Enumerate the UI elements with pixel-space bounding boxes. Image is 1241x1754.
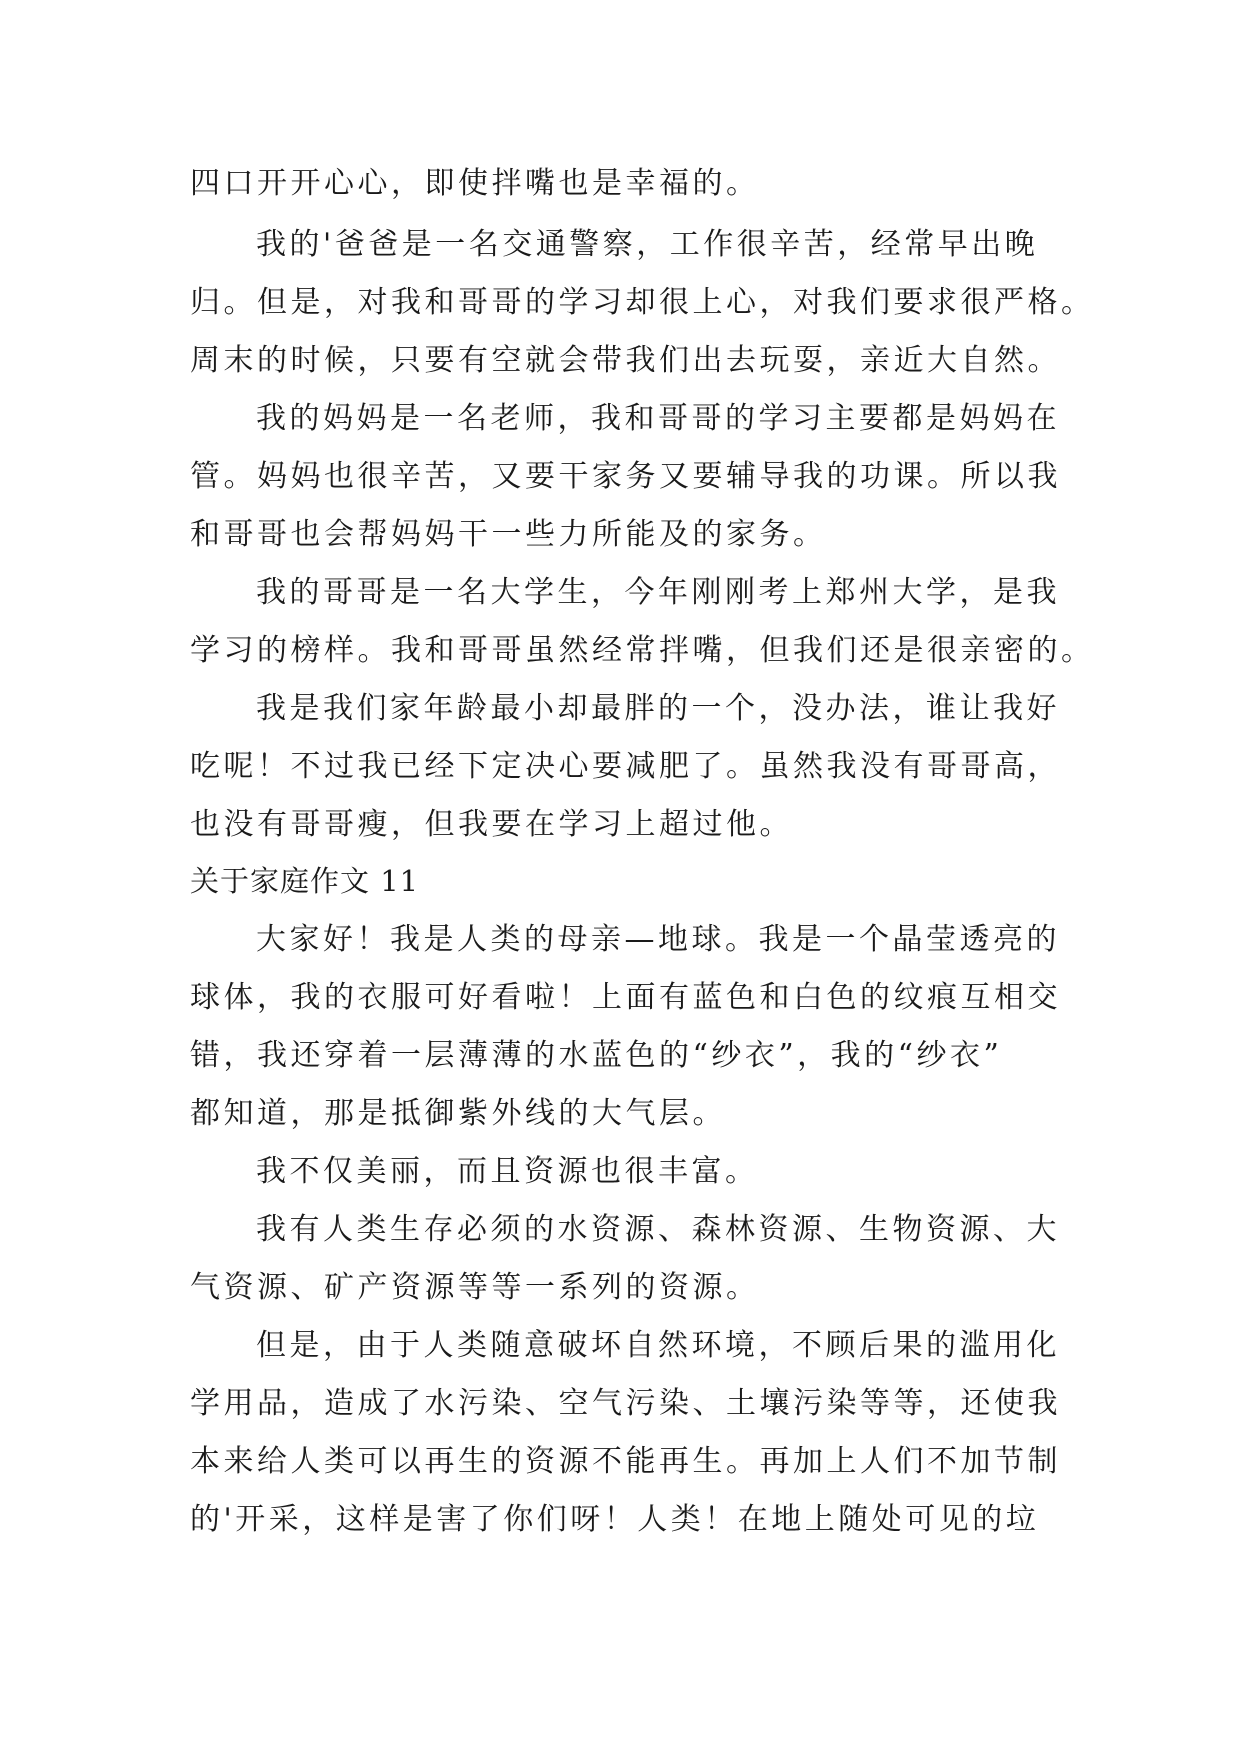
text-line: 周末的时候，只要有空就会带我们出去玩耍，亲近大自然。 <box>190 343 1061 378</box>
paragraph-first-line: 我有人类生存必须的水资源、森林资源、生物资源、大 <box>256 1212 1060 1247</box>
text-line: 归。但是，对我和哥哥的学习却很上心，对我们要求很严格。 <box>190 285 1095 320</box>
text-line: 的'开采，这样是害了你们呀！人类！在地上随处可见的垃 <box>190 1502 1040 1537</box>
paragraph-first-line: 但是，由于人类随意破坏自然环境，不顾后果的滥用化 <box>256 1328 1060 1363</box>
text-line: 也没有哥哥瘦，但我要在学习上超过他。 <box>190 807 793 842</box>
paragraph-first-line: 我的妈妈是一名老师，我和哥哥的学习主要都是妈妈在 <box>256 401 1060 436</box>
text-line: 和哥哥也会帮妈妈干一些力所能及的家务。 <box>190 517 827 552</box>
text-line: 球体，我的衣服可好看啦！上面有蓝色和白色的纹痕互相交 <box>190 980 1061 1015</box>
section-heading: 关于家庭作文 11 <box>190 864 420 898</box>
text-line: 学习的榜样。我和哥哥虽然经常拌嘴，但我们还是很亲密的。 <box>190 633 1095 668</box>
text-line: 气资源、矿产资源等等一系列的资源。 <box>190 1270 760 1305</box>
text-line: 吃呢！不过我已经下定决心要减肥了。虽然我没有哥哥高， <box>190 749 1061 784</box>
text-line: 错，我还穿着一层薄薄的水蓝色的“纱衣”，我的“纱衣” <box>190 1038 1003 1073</box>
paragraph-first-line: 我不仅美丽，而且资源也很丰富。 <box>256 1154 759 1189</box>
text-line: 四口开开心心，即使拌嘴也是幸福的。 <box>190 166 760 201</box>
paragraph-first-line: 大家好！我是人类的母亲—地球。我是一个晶莹透亮的 <box>256 922 1060 957</box>
paragraph-first-line: 我是我们家年龄最小却最胖的一个，没办法，谁让我好 <box>256 691 1060 726</box>
paragraph-first-line: 我的哥哥是一名大学生，今年刚刚考上郑州大学，是我 <box>256 575 1060 610</box>
text-line: 学用品，造成了水污染、空气污染、土壤污染等等，还使我 <box>190 1386 1061 1421</box>
text-line: 本来给人类可以再生的资源不能再生。再加上人们不加节制 <box>190 1444 1061 1479</box>
text-line: 管。妈妈也很辛苦，又要干家务又要辅导我的功课。所以我 <box>190 459 1061 494</box>
text-line: 都知道，那是抵御紫外线的大气层。 <box>190 1096 726 1131</box>
paragraph-first-line: 我的'爸爸是一名交通警察，工作很辛苦，经常早出晚 <box>256 227 1039 262</box>
